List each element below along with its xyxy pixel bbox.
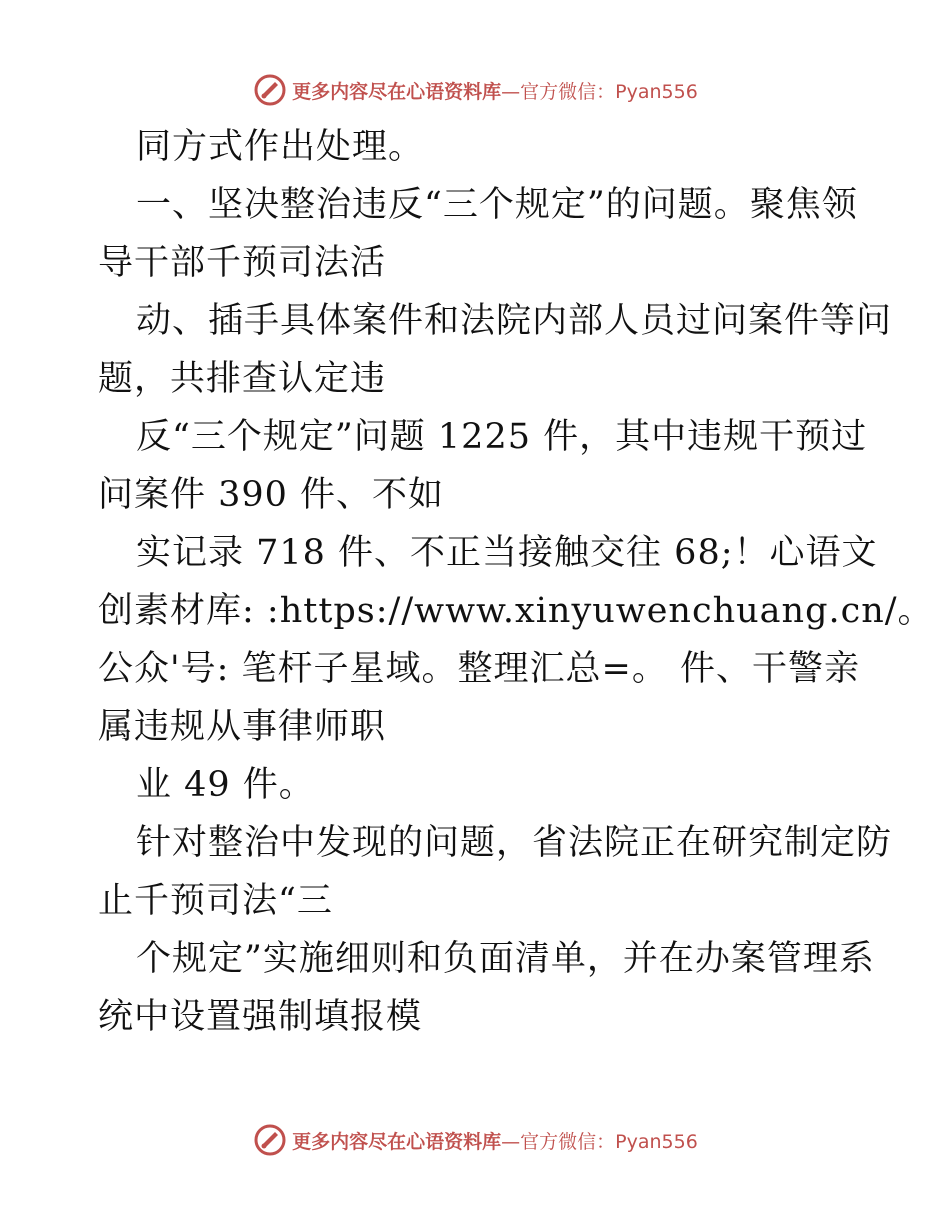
document-body xyxy=(98,118,934,1046)
body-line-15: 个规定”实施细则和负面清单，并在办案管理系 xyxy=(136,939,875,979)
body-line-9: 创素材库: :https://www.xinyuwenchuang.cn/。 xyxy=(98,591,934,631)
body-line-1: 同方式作出处理。 xyxy=(136,127,425,167)
body-line-7: 问案件 390 件、不如 xyxy=(98,475,445,515)
body-line-16: 统中设置强制填报模 xyxy=(98,997,423,1037)
header-banner xyxy=(0,70,950,110)
body-line-14: 止千预司法“三 xyxy=(98,881,333,921)
body-line-5: 题，共排查认定违 xyxy=(98,359,387,399)
footer-banner-text xyxy=(292,1127,698,1154)
body-line-4: 动、插手具体案件和法院内部人员过问案件等问 xyxy=(136,301,893,341)
xinyu-logo-icon xyxy=(252,1122,288,1158)
body-line-11: 属违规从事律师职 xyxy=(98,707,387,747)
body-line-8: 实记录 718 件、不正当接触交往 68;！心语文 xyxy=(136,533,878,573)
body-line-10: 公众'号: 笔杆子星域。整理汇总=。 件、干警亲 xyxy=(98,649,860,689)
footer-banner xyxy=(0,1120,950,1160)
body-line-3: 导干部千预司法活 xyxy=(98,243,387,283)
body-line-13: 针对整治中发现的问题，省法院正在研究制定防 xyxy=(136,823,893,863)
header-banner-text xyxy=(292,77,698,104)
footer-banner-separator: — xyxy=(501,1130,521,1153)
body-line-2: 一、坚决整治违反“三个规定”的问题。聚焦领 xyxy=(136,185,858,225)
footer-banner-title: 更多内容尽在心语资料库 xyxy=(292,1130,502,1153)
header-banner-wechat: 官方微信：Pyan556 xyxy=(520,80,698,103)
footer-banner-wechat: 官方微信：Pyan556 xyxy=(520,1130,698,1153)
xinyu-logo-icon xyxy=(252,72,288,108)
body-line-12: 业 49 件。 xyxy=(136,765,315,805)
header-banner-separator: — xyxy=(501,80,521,103)
body-line-6: 反“三个规定”问题 1225 件，其中违规干预过 xyxy=(136,417,868,457)
header-banner-title: 更多内容尽在心语资料库 xyxy=(292,80,502,103)
